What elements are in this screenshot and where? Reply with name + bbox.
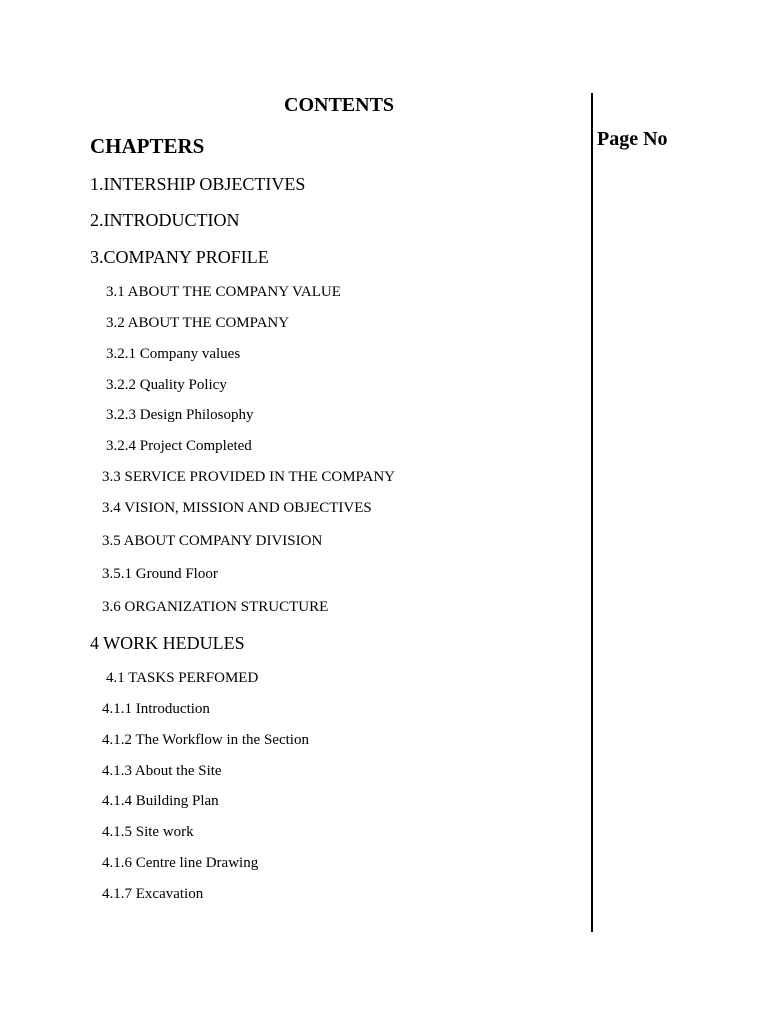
toc-entry: 3.2.4 Project Completed — [106, 438, 252, 454]
page-no-heading: Page No — [597, 128, 668, 150]
toc-entry: 2.INTRODUCTION — [90, 210, 240, 230]
toc-entry: 3.2.1 Company values — [106, 346, 241, 362]
toc-entry: 4.1.2 The Workflow in the Section — [102, 732, 309, 748]
toc-entry: 4.1 TASKS PERFOMED — [106, 670, 259, 686]
contents-title: CONTENTS — [284, 94, 395, 116]
toc-entry: 3.5 ABOUT COMPANY DIVISION — [102, 533, 323, 549]
toc-entry: 3.2 ABOUT THE COMPANY — [106, 315, 290, 331]
column-divider — [591, 93, 593, 932]
toc-entry: 4 WORK HEDULES — [90, 633, 245, 653]
toc-entry: 4.1.1 Introduction — [102, 701, 210, 717]
toc-entry: 4.1.3 About the Site — [102, 763, 222, 779]
toc-entry: 3.6 ORGANIZATION STRUCTURE — [102, 599, 329, 615]
toc-entry: 4.1.7 Excavation — [102, 886, 204, 902]
toc-entry: 3.1 ABOUT THE COMPANY VALUE — [106, 284, 341, 300]
toc-entry: 3.COMPANY PROFILE — [90, 247, 269, 267]
toc-entry: 4.1.5 Site work — [102, 824, 194, 840]
toc-entry: 3.3 SERVICE PROVIDED IN THE COMPANY — [102, 469, 395, 485]
toc-entry: 4.1.4 Building Plan — [102, 793, 219, 809]
toc-entry: 3.4 VISION, MISSION AND OBJECTIVES — [102, 500, 372, 516]
toc-entry: 4.1.6 Centre line Drawing — [102, 855, 259, 871]
toc-entry: 3.2.3 Design Philosophy — [106, 407, 254, 423]
toc-entry: 3.2.2 Quality Policy — [106, 377, 227, 393]
toc-entry: 1.INTERSHIP OBJECTIVES — [90, 174, 306, 194]
chapters-heading: CHAPTERS — [90, 134, 205, 158]
toc-entry: 3.5.1 Ground Floor — [102, 566, 218, 582]
